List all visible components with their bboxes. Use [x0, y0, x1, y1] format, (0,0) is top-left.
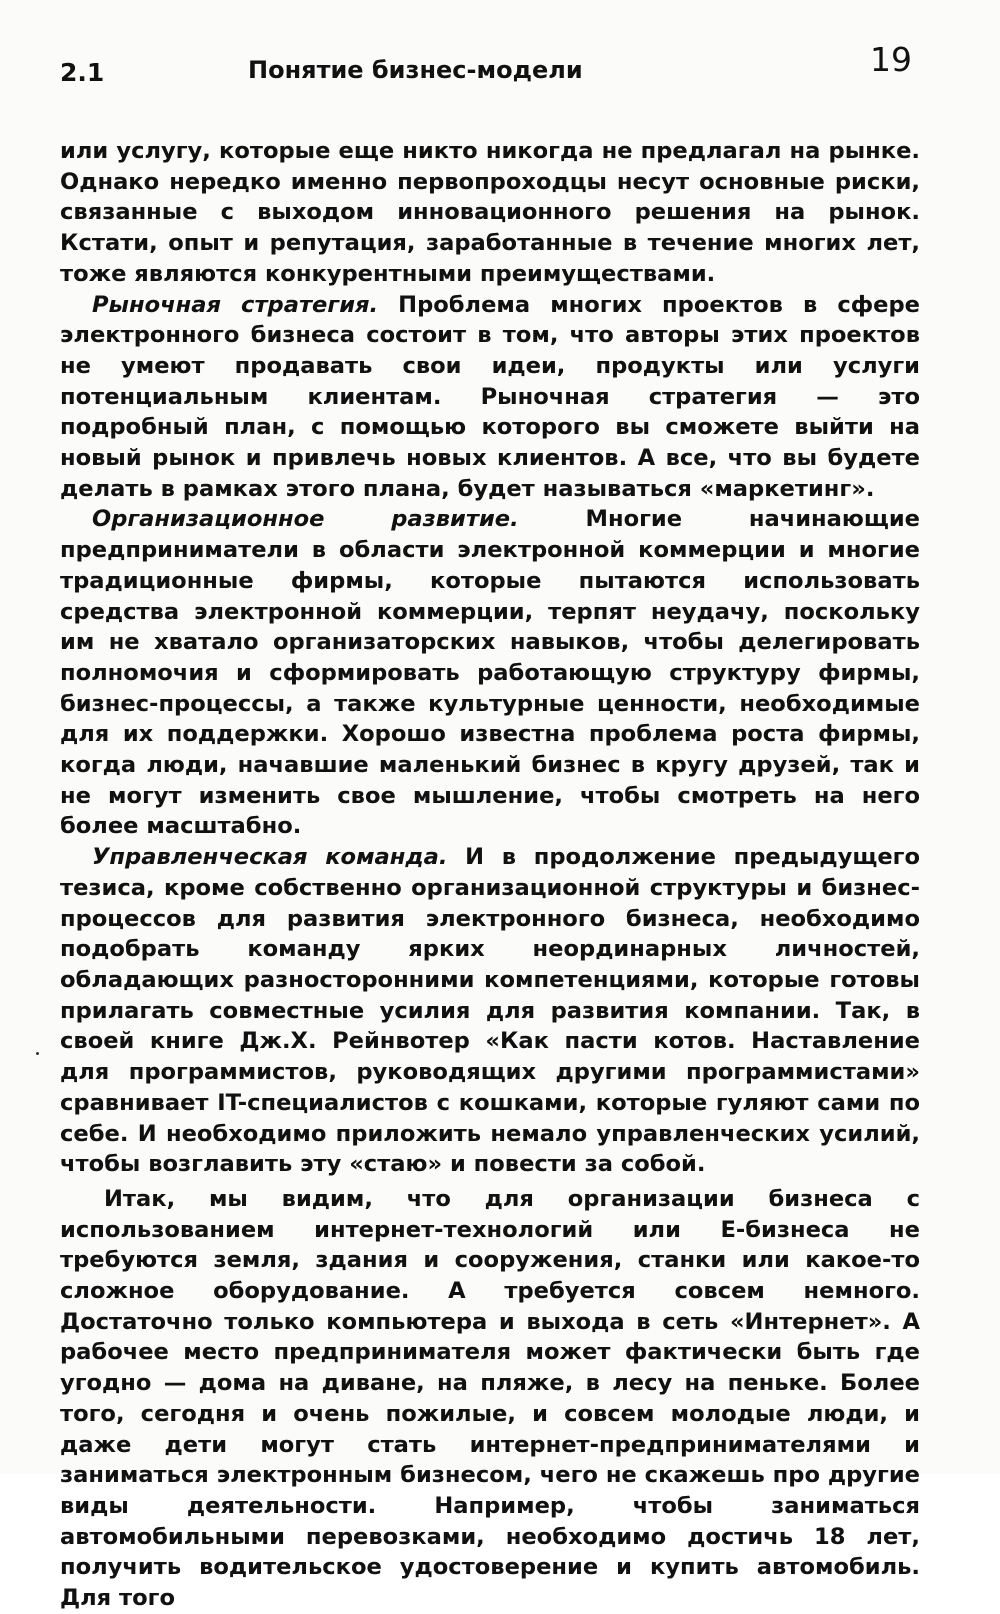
paragraph-organizational-development — [60, 504, 920, 842]
page-body — [60, 136, 920, 1614]
margin-dot-mark — [36, 1052, 39, 1055]
page-number: 19 — [870, 40, 912, 79]
paragraph-term: Рыночная стратегия. — [92, 291, 379, 318]
paragraph-text: или услугу, которые еще никто никогда не предлагал на рынке. Однако нередко именно первопроходцы несут основные риски, связанные с выходом инновационного решения на рынок. Кстати, опыт и репутация, заработанные в течение многих лет, тоже являются конкурентными преимуществами. — [60, 138, 920, 287]
page-header — [60, 40, 920, 100]
paragraph-market-strategy — [60, 290, 920, 505]
paragraph-text: Проблема многих проектов в сфере электронного бизнеса состоит в том, что авторы этих проектов не умеют продавать свои идеи, продукты или услуги потенциальным клиентам. Рыночная стратегия — это подробный план, с помощью которого вы сможете выйти на новый рынок и привлечь новых клиентов. А все, что вы будете делать в рамках этого плана, будет называться «маркетинг». — [60, 291, 920, 502]
paragraph-term: Управленческая команда. — [92, 844, 448, 871]
paragraph-continuation — [60, 136, 920, 290]
paragraph-term: Организационное развитие. — [92, 506, 519, 533]
section-number: 2.1 — [60, 58, 105, 87]
paragraph-text: Итак, мы видим, что для организации бизнеса с использованием интернет-технологий или Е-бизнеса не требуются земля, здания и сооружения, станки или какое-то сложное оборудование. А требуется совсем немного. Достаточно только компьютера и выхода в сеть «Интернет». А рабочее место предпринимателя может фактически быть где угодно — дома на диване, на пляже, в лесу на пеньке. Более того, сегодня и очень пожилые, и совсем молодые люди, и даже дети могут стать интернет-предпринимателями и заниматься электронным бизнесом, чего не скажешь про другие виды деятельности. Например, чтобы заниматься автомобильными перевозками, необходимо достичь 18 лет, получить водительское удостоверение и купить автомобиль. Для того — [60, 1185, 920, 1612]
paragraph-text: Многие начинающие предприниматели в области электронной коммерции и многие традиционные фирмы, которые пытаются использовать средства электронной коммерции, терпят неудачу, поскольку им не хватало организаторских навыков, чтобы делегировать полномочия и сформировать работающую структуру фирмы, бизнес-процессы, а также культурные ценности, необходимые для их поддержки. Хорошо известна проблема роста фирмы, когда люди, начавшие маленький бизнес в кругу друзей, так и не могут изменить свое мышление, чтобы смотреть на него более масштабно. — [60, 506, 920, 840]
paragraph-management-team — [60, 842, 920, 1180]
paragraph-text: И в продолжение предыдущего тезиса, кроме собственно организационной структуры и бизнес-процессов для развития электронного бизнеса, необходимо подобрать команду ярких неординарных личностей, обладающих разносторонними компетенциями, которые готовы прилагать совместные усилия для развития компании. Так, в своей книге Дж.Х. Рейнвотер «Как пасти котов. Наставление для программистов, руководящих другими программистами» сравнивает IT-специалистов с кошками, которые гуляют сами по себе. И необходимо приложить немало управленческих усилий, чтобы возглавить эту «стаю» и повести за собой. — [60, 844, 920, 1178]
running-title: Понятие бизнес-модели — [248, 56, 583, 84]
paragraph-summary — [60, 1184, 920, 1614]
